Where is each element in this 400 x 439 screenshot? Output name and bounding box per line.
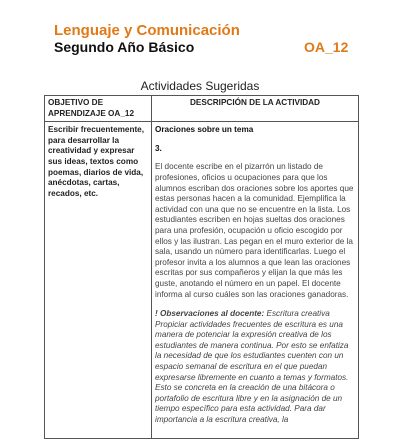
- activities-table: [44, 95, 359, 439]
- table-header-row: [45, 96, 359, 122]
- activity-column-header: DESCRIPCIÓN DE LA ACTIVIDAD: [152, 96, 359, 122]
- objective-cell: Escribir frecuentemente, para desarrollar la creatividad y expresar sus ideas, textos como poemas, diarios de vida, anécdotas, cartas, recados, etc.: [45, 122, 152, 438]
- objective-code: OA_12: [304, 39, 349, 55]
- objective-column-header: OBJETIVO DE APRENDIZAJE OA_12: [45, 96, 152, 122]
- observation-text: Escritura creativa Propiciar actividades frecuentes de escritura es una manera de potenciar la expresión creativa de los estudiantes de manera continua. Por esto se enfatiza la necesidad de que los estudiantes cuenten con un espacio semanal de escritura en el que puedan expresarse libremente en cuanto a temas y formatos. Esto se concreta en la creación de una bitácora o portafolio de escritura libre y en la asignación de un tiempo específico para esta actividad. Para dar importancia a la escritura creativa, la: [155, 309, 349, 425]
- document-subtitle: Segundo Año Básico: [54, 39, 195, 55]
- teacher-observation: [155, 309, 355, 426]
- observation-label: ! Observaciones al docente:: [155, 309, 265, 319]
- activity-title: Oraciones sobre un tema: [155, 125, 254, 135]
- table-row: [45, 122, 359, 438]
- activity-description: El docente escribe en el pizarrón un listado de profesiones, oficios u ocupaciones para que los alumnos escriban dos oraciones sobre los aportes que estas personas hacen a la comunidad. Ejemplifica la actividad con una que no se encuentre en la lista. Los estudiantes escriben en hojas sueltas dos oraciones para una profesión, ocupación u oficio escogido por ellos y las ilustran. Las pegan en el muro exterior de la sala, usando un número para identificarlas. Luego el profesor invita a los alumnos a que lean las oraciones escritas por sus compañeros y elijan la que más les guste, anotando el número en un papel. El docente informa al curso cuáles son las oraciones ganadoras.: [155, 162, 354, 299]
- section-title: Actividades Sugeridas: [140, 79, 260, 93]
- activity-cell: [152, 122, 359, 438]
- document-title: Lenguaje y Comunicación: [54, 22, 240, 39]
- activity-number: 3.: [155, 143, 162, 153]
